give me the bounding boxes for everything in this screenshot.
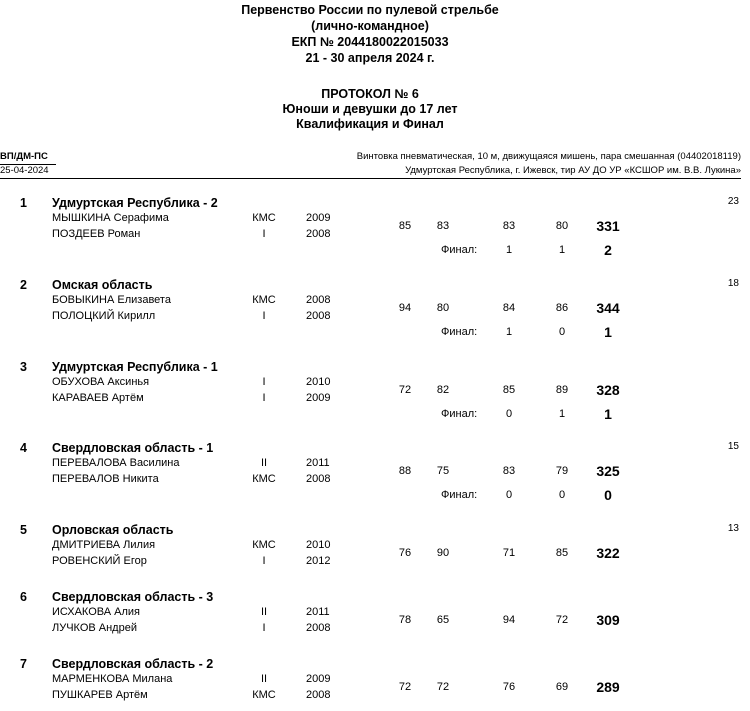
athlete-name: ЛУЧКОВ Андрей [52,622,137,634]
title-line-1: Первенство России по пулевой стрельбе [241,3,499,17]
team-name: Удмуртская Республика - 1 [52,360,218,374]
qualification-total: 328 [596,382,620,398]
athlete-birth-year: 2011 [306,606,330,618]
series-score: 72 [398,681,412,693]
series-score: 94 [502,614,516,626]
athlete-birth-year: 2008 [306,473,331,485]
series-score: 79 [555,465,569,477]
athlete-name: ПОЛОЦКИЙ Кирилл [52,310,156,322]
title-line-4: 21 - 30 апреля 2024 г. [305,51,435,65]
athlete-class: II [260,673,268,685]
athlete-birth-year: 2008 [306,310,331,322]
final-score: 0 [505,408,513,420]
athlete-class: КМС [252,539,276,551]
athlete-class: I [262,228,266,240]
series-score: 80 [555,220,569,232]
qualification-total: 322 [596,545,620,561]
final-label: Финал: [441,244,478,256]
team-name: Орловская область [52,523,174,537]
series-score: 71 [502,547,516,559]
athlete-birth-year: 2009 [306,673,331,685]
final-label: Финал: [441,489,478,501]
athlete-name: ПЕРЕВАЛОВ Никита [52,473,159,485]
final-total: 0 [604,487,612,503]
athlete-name: ПУШКАРЕВ Артём [52,689,148,701]
series-score: 65 [436,614,450,626]
athlete-birth-year: 2008 [306,228,331,240]
athlete-name: ПОЗДЕЕВ Роман [52,228,141,240]
team-place: 2 [20,278,27,292]
qualification-total: 331 [596,218,620,234]
athlete-birth-year: 2008 [306,622,331,634]
athlete-class: КМС [252,473,276,485]
team-name: Свердловская область - 3 [52,590,214,604]
event-venue: Удмуртская Республика, г. Ижевск, тир АУ ДО УР «КСШОР им. В.В. Лукина» [405,165,741,176]
title-line-2: (лично-командное) [311,19,429,33]
series-score: 72 [436,681,450,693]
athlete-class: I [262,376,266,388]
series-score: 83 [436,220,450,232]
team-place: 5 [20,523,27,537]
series-score: 82 [436,384,450,396]
athlete-class: II [260,457,268,469]
final-total: 1 [604,324,612,340]
team-place: 7 [20,657,27,671]
athlete-name: БОВЫКИНА Елизавета [52,294,171,306]
title-line-3: ЕКП № 2044180022015033 [291,35,449,49]
team-name: Свердловская область - 1 [52,441,214,455]
team-place: 4 [20,441,27,455]
final-score: 1 [505,326,513,338]
qualification-total: 289 [596,679,620,695]
athlete-birth-year: 2010 [306,376,331,388]
series-score: 72 [555,614,569,626]
athlete-name: ОБУХОВА Аксинья [52,376,150,388]
series-score: 88 [398,465,412,477]
athlete-birth-year: 2008 [306,294,331,306]
qualification-total: 344 [596,300,620,316]
team-name: Свердловская область - 2 [52,657,214,671]
team-place: 6 [20,590,27,604]
series-score: 78 [398,614,412,626]
qualification-total: 325 [596,463,620,479]
athlete-birth-year: 2010 [306,539,331,551]
qualification-total: 309 [596,612,620,628]
athlete-class: I [262,555,266,567]
protocol-number: ПРОТОКОЛ № 6 [321,87,419,101]
series-score: 76 [398,547,412,559]
team-name: Удмуртская Республика - 2 [52,196,218,210]
team-side-number: 15 [727,441,739,452]
final-score: 0 [505,489,513,501]
athlete-class: КМС [252,294,276,306]
final-score: 1 [505,244,513,256]
athlete-name: ИСХАКОВА Алия [52,606,140,618]
series-score: 69 [555,681,569,693]
team-place: 3 [20,360,27,374]
series-score: 83 [502,220,516,232]
series-score: 85 [398,220,412,232]
final-score: 0 [558,326,566,338]
athlete-class: КМС [252,212,276,224]
athlete-name: ДМИТРИЕВА Лилия [52,539,156,551]
athlete-birth-year: 2011 [306,457,330,469]
series-score: 83 [502,465,516,477]
series-score: 72 [398,384,412,396]
series-score: 90 [436,547,450,559]
final-score: 0 [558,489,566,501]
event-description: Винтовка пневматическая, 10 м, движущаяся мишень, пара смешанная (04402018119) [356,151,741,162]
athlete-class: II [260,606,268,618]
protocol-stage: Квалификация и Финал [296,117,444,131]
series-score: 89 [555,384,569,396]
athlete-birth-year: 2008 [306,689,331,701]
athlete-class: I [262,310,266,322]
athlete-birth-year: 2012 [306,555,331,567]
athlete-class: КМС [252,689,276,701]
final-score: 1 [558,408,566,420]
team-side-number: 13 [727,523,739,534]
series-score: 76 [502,681,516,693]
athlete-name: КАРАВАЕВ Артём [52,392,144,404]
protocol-category: Юноши и девушки до 17 лет [282,102,458,116]
team-side-number: 18 [727,278,739,289]
series-score: 84 [502,302,516,314]
team-name: Омская область [52,278,153,292]
final-label: Финал: [441,408,478,420]
athlete-name: РОВЕНСКИЙ Егор [52,555,147,567]
series-score: 75 [436,465,450,477]
event-code: ВП/ДМ-ПС [0,151,48,162]
header-divider [0,178,741,179]
team-side-number: 23 [727,196,739,207]
series-score: 94 [398,302,412,314]
series-score: 86 [555,302,569,314]
athlete-name: МЫШКИНА Серафима [52,212,169,224]
athlete-class: I [262,392,266,404]
final-label: Финал: [441,326,478,338]
final-total: 2 [604,242,612,258]
athlete-name: ПЕРЕВАЛОВА Василина [52,457,180,469]
athlete-birth-year: 2009 [306,212,331,224]
team-place: 1 [20,196,27,210]
series-score: 85 [555,547,569,559]
event-date: 25-04-2024 [0,165,49,176]
series-score: 85 [502,384,516,396]
final-score: 1 [558,244,566,256]
athlete-name: МАРМЕНКОВА Милана [52,673,173,685]
athlete-class: I [262,622,266,634]
athlete-birth-year: 2009 [306,392,331,404]
final-total: 1 [604,406,612,422]
series-score: 80 [436,302,450,314]
